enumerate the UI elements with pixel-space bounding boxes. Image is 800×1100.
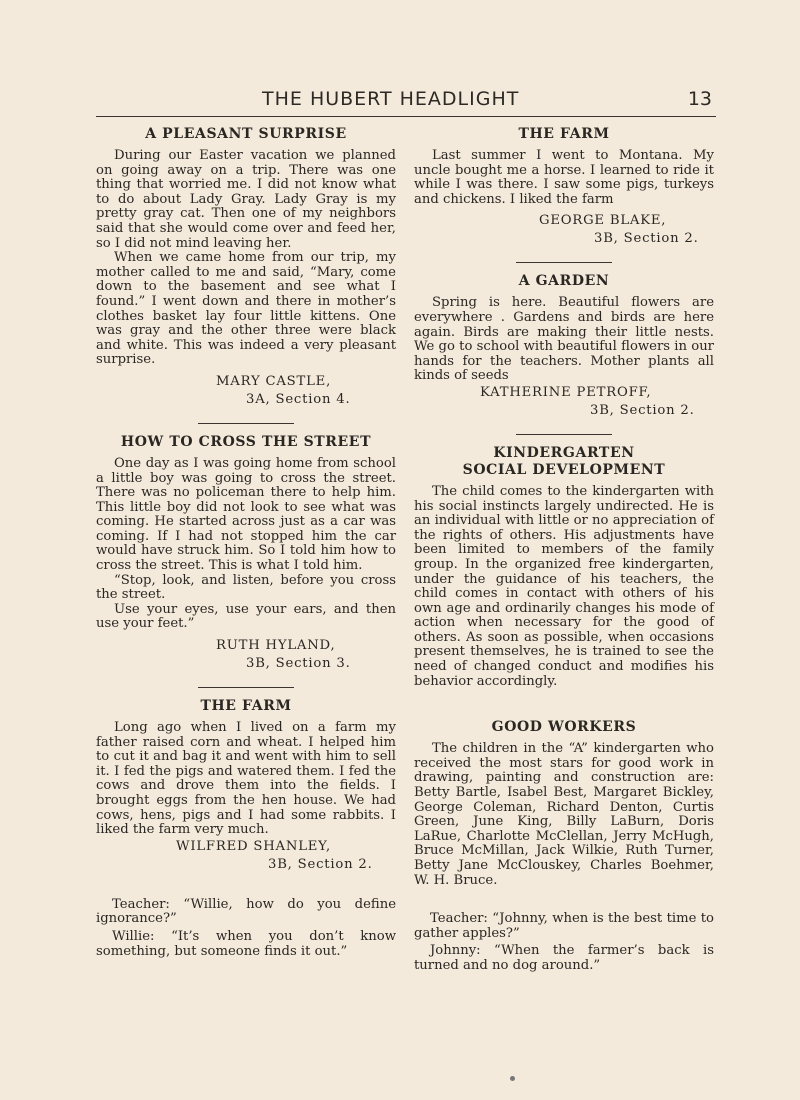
author-name: GEORGE BLAKE,	[539, 213, 667, 229]
article-paragraph: “Stop, look, and listen, before you cross the street.	[96, 572, 396, 603]
masthead: THE HUBERT HEADLIGHT	[262, 88, 520, 110]
article-paragraph: When we came home from our trip, my mother called to me and said, “Mary, come down to the basement and see what I found.” I went down and there in mother’s clothes basket lay four little kittens. One was gray and the other three were black and white. This was indeed a very pleasant surprise.	[96, 250, 396, 368]
author-class: 3B, Section 2.	[590, 402, 695, 418]
page-mark	[510, 1076, 515, 1081]
article-paragraph: Spring is here. Beautiful flowers are everywhere . Gardens and birds are here again. Birds are making their little nests. We go to school with beautiful flowers in our hands for the teachers. Mother plants all kinds of seeds	[414, 295, 714, 384]
article-title: A GARDEN	[518, 273, 610, 290]
article-paragraph: Last summer I went to Montana. My uncle bought me a horse. I learned to ride it while I was there. I saw some pigs, turkeys and chickens. I liked the farm	[414, 148, 714, 207]
article-title: KINDERGARTEN	[493, 444, 635, 461]
joke-question: Teacher: “Johnny, when is the best time to gather apples?”	[414, 911, 714, 941]
divider	[198, 423, 294, 424]
joke-answer: Johnny: “When the farmer’s back is turned and no dog around.”	[414, 943, 714, 973]
right-column	[414, 126, 714, 977]
article-title: A PLEASANT SURPRISE	[145, 126, 347, 142]
article-paragraph: Use your eyes, use your ears, and then use your feet.”	[96, 601, 396, 632]
author-name: MARY CASTLE,	[216, 373, 332, 389]
article-garden	[414, 273, 714, 420]
page-header	[96, 82, 716, 117]
article-paragraph: Long ago when I lived on a farm my father raised corn and wheat. I helped him to cut it and bag it and went with him to sell it. I fed the pigs and watered them. I fed the cows and drove them into the fields. I brought eggs from the hen house. We had cows, hens, pigs and I had some rabbits. I liked the farm very much.	[96, 720, 396, 838]
article-paragraph: During our Easter vacation we planned on going away on a trip. There was one thing that worried me. I did not know what to do about Lady Gray. Lady Gray is my pretty gray cat. Then one of my neighbors said that she would come over and feed her, so I did not mind leaving her.	[96, 148, 396, 251]
author-class: 3A, Section 4.	[246, 391, 351, 407]
article-paragraph: The children in the “A” kindergarten who received the most stars for good work in drawing, painting and construction are: Betty Bartle, Isabel Best, Margaret Bickley, George Coleman, Richard Denton, Curtis Green, June King, Billy LaBurn, Doris LaRue, Charlotte McClellan, Jerry McHugh, Bruce McMillan, Jack Wilkie, Ruth Turner, Betty Jane McClouskey, Charles Boehmer, W. H. Bruce.	[414, 741, 714, 888]
joke-johnny	[414, 912, 714, 973]
article-paragraph: One day as I was going home from school a little boy was going to cross the street. There was no policeman there to help him. This little boy did not look to see what was coming. He started across just as a car was coming. If I had not stopped him the car would have struck him. So I told him how to cross the street. This is what I told him.	[96, 455, 396, 574]
article-subtitle: SOCIAL DEVELOPMENT	[462, 461, 666, 478]
article-title: HOW TO CROSS THE STREET	[120, 433, 372, 450]
author-class: 3B, Section 2.	[594, 231, 699, 247]
divider	[198, 687, 294, 688]
article-cross-street	[96, 434, 396, 673]
joke-question: Teacher: “Willie, how do you define ignorance?”	[96, 896, 396, 927]
author-name: RUTH HYLAND,	[216, 638, 336, 654]
joke-answer: Willie: “It’s when you don’t know something, but someone finds it out.”	[96, 928, 396, 959]
article-kindergarten	[414, 445, 714, 689]
page-number: 13	[687, 88, 712, 110]
article-paragraph: The child comes to the kindergarten with his social instincts largely undirected. He is an individual with little or no appreciation of the rights of others. His adjustments have been limited to members of the family group. In the organized free kindergarten, under the guidance of his teachers, the child comes in contact with others of his own age and ordinarily changes his mode of action when necessary for the good of others. As soon as possible, when occasions present themselves, he is trained to see the need of changed conduct and modifies his behavior accordingly.	[414, 483, 714, 689]
joke-willie	[96, 898, 396, 959]
divider	[516, 434, 612, 435]
author-class: 3B, Section 2.	[268, 856, 373, 872]
divider	[516, 262, 612, 263]
author-name: WILFRED SHANLEY,	[176, 838, 331, 854]
article-pleasant-surprise	[96, 126, 396, 409]
article-title: THE FARM	[200, 698, 292, 715]
article-farm-left	[96, 698, 396, 874]
article-good-workers	[414, 719, 714, 888]
article-title: THE FARM	[518, 126, 610, 142]
author-class: 3B, Section 3.	[246, 656, 351, 672]
left-column	[96, 126, 396, 962]
article-title: GOOD WORKERS	[491, 719, 637, 736]
author-name: KATHERINE PETROFF,	[480, 384, 652, 400]
article-farm-right	[414, 126, 714, 248]
